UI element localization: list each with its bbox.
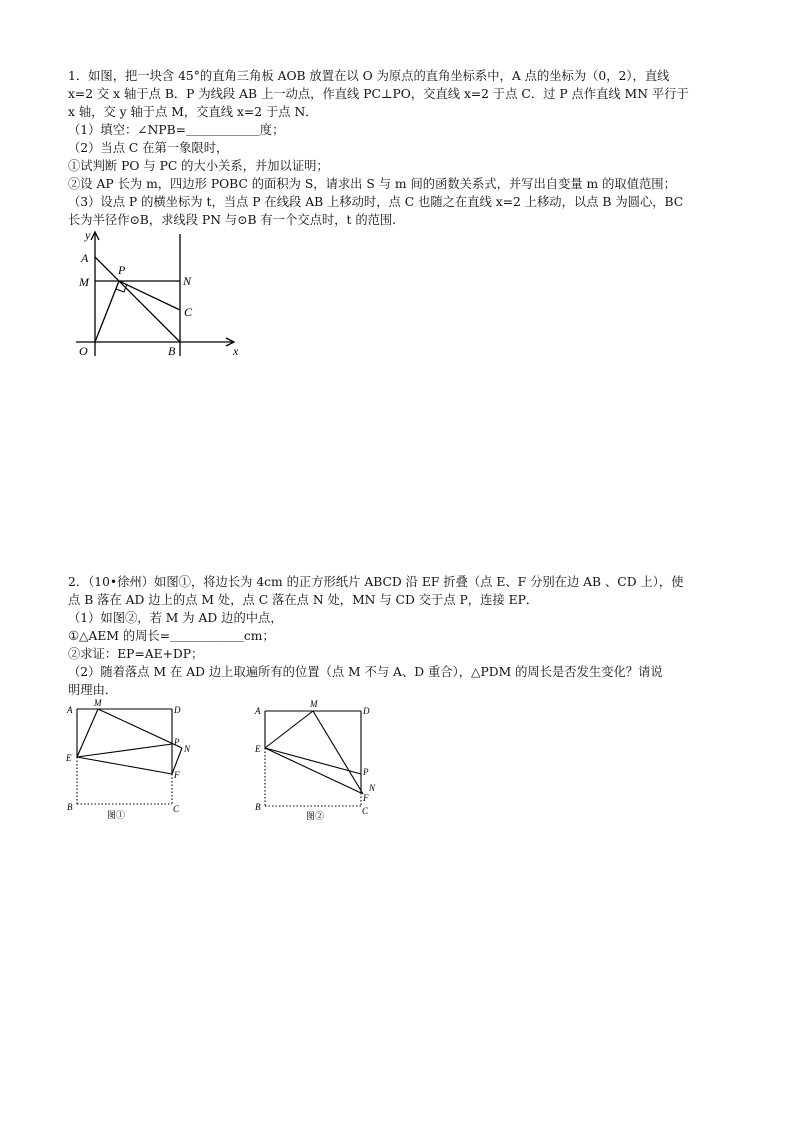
- fig1-label-b: B: [67, 802, 73, 812]
- q2-figure-2: [250, 697, 390, 823]
- label-o: O: [79, 344, 88, 358]
- fig1-label-c: C: [173, 804, 180, 814]
- fig2-label-n: N: [369, 783, 376, 793]
- q2-line-5: ②求证：EP=AE+DP；: [68, 647, 204, 661]
- q1-line-3: x 轴，交 y 轴于点 M，交直线 x=2 于点 N．: [68, 105, 318, 119]
- label-c: C: [184, 305, 193, 319]
- fig2-label-d: D: [363, 706, 370, 716]
- segment-ef: [77, 757, 172, 774]
- label-x: x: [233, 344, 239, 358]
- fig2-label-e: E: [255, 744, 261, 754]
- q1-line-9: 长为半径作⊙B，求线段 PN 与⊙B 有一个交点时，t 的范围．: [68, 213, 405, 227]
- q1-line-8: （3）设点 P 的横坐标为 t，当点 P 在线段 AB 上移动时，点 C 也随之在直线 x=2 上移动，以点 B 为圆心，BC: [68, 195, 684, 209]
- segment-em: [265, 711, 313, 748]
- label-m: M: [79, 275, 89, 289]
- label-p: P: [118, 263, 126, 277]
- fig1-label-p: P: [174, 737, 180, 747]
- label-n: N: [183, 274, 192, 288]
- segment-po: [95, 281, 119, 342]
- label-a: A: [81, 251, 89, 265]
- segment-ep: [77, 744, 172, 757]
- q2-line-1: 2．（10•徐州）如图①，将边长为 4cm 的正方形纸片 ABCD 沿 EF 折叠（点 E、F 分别在边 AB 、CD 上），使: [68, 575, 684, 589]
- segment-pc: [119, 281, 180, 310]
- segment-ab: [95, 257, 180, 342]
- label-b: B: [168, 344, 176, 358]
- fig2-label-c: C: [362, 806, 369, 816]
- q1-line-6: ①试判断 PO 与 PC 的大小关系，并加以证明；: [68, 159, 329, 173]
- fig2-label-m: M: [310, 699, 318, 709]
- q1-line-2: x=2 交 x 轴于点 B．P 为线段 AB 上一动点，作直线 PC⊥PO，交直线 x=2 于点 C．过 P 点作直线 MN 平行于: [68, 87, 689, 101]
- segment-mn: [313, 711, 363, 794]
- fig1-label-e: E: [66, 753, 72, 763]
- q2-line-2: 点 B 落在 AD 边上的点 M 处，点 C 落在点 N 处，MN 与 CD 交于点 P，连接 EP．: [68, 593, 539, 607]
- q2-figure-1: [60, 697, 210, 823]
- segment-em: [77, 709, 98, 757]
- label-y: y: [85, 228, 91, 242]
- q2-line-6: （2）随着落点 M 在 AD 边上取遍所有的位置（点 M 不与 A、D 重合），△PDM 的周长是否发生变化？请说: [68, 665, 663, 679]
- fig1-label-m: M: [94, 698, 102, 708]
- q1-line-7: ②设 AP 长为 m，四边形 POBC 的面积为 S，请求出 S 与 m 间的函数关系式，并写出自变量 m 的取值范围；: [68, 177, 676, 191]
- q2-line-7: 明理由．: [68, 683, 118, 697]
- fig2-label-a: A: [255, 706, 261, 716]
- fig2-label-p: P: [363, 767, 369, 777]
- fig2-label-f: F: [363, 793, 369, 803]
- segment-mn: [98, 709, 182, 748]
- fig1-label-a: A: [67, 705, 73, 715]
- fig1-label-n: N: [184, 744, 191, 754]
- fig2-label-b: B: [255, 802, 261, 812]
- q2-line-3: （1）如图②，若 M 为 AD 边的中点，: [68, 611, 283, 625]
- q2-line-4: ①△AEM 的周长=＿＿＿＿＿＿cm；: [68, 629, 275, 643]
- q1-line-1: 1．如图，把一块含 45°的直角三角板 AOB 放置在以 O 为原点的直角坐标系中，A 点的坐标为（0，2），直线: [68, 69, 670, 83]
- fig2-caption: 图②: [306, 811, 325, 821]
- fig1-label-d: D: [174, 705, 181, 715]
- q1-line-4: （1）填空：∠NPB=＿＿＿＿＿＿度；: [68, 123, 285, 137]
- q1-figure: [60, 228, 260, 363]
- fig1-label-f: F: [174, 770, 180, 780]
- fig1-caption: 图①: [107, 810, 126, 820]
- q1-line-5: （2）当点 C 在第一象限时，: [68, 141, 229, 155]
